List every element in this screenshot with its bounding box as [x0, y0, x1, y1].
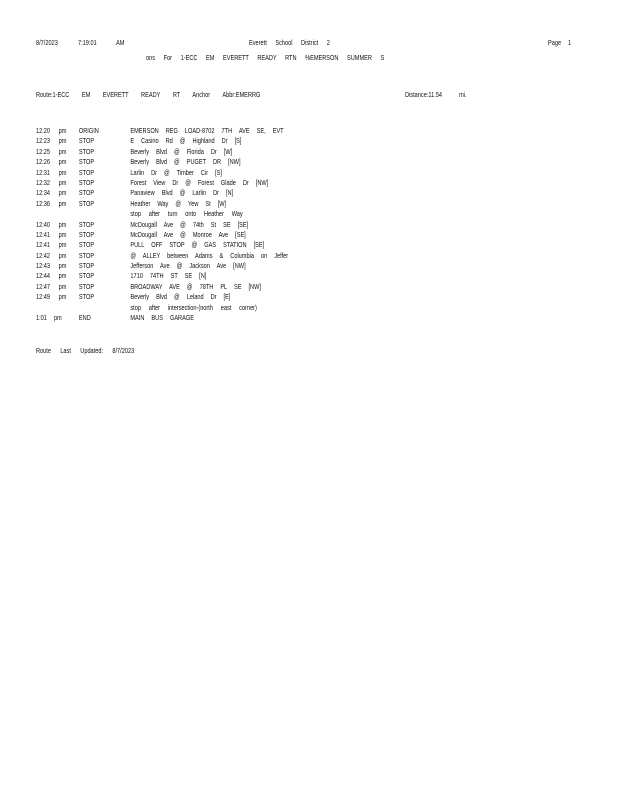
table-row — [36, 157, 473, 167]
stop-ampm: pm — [58, 229, 67, 239]
route-anchor: Anchor — [192, 90, 211, 99]
route-id: Route:1-ECC — [36, 90, 70, 99]
route-abbr: Abbr:EMERRG — [222, 90, 261, 99]
stop-time: 12:42 — [36, 250, 51, 260]
stop-description: stop after turn onto Heather Way — [130, 209, 243, 219]
stop-ampm: pm — [58, 219, 67, 229]
distance-value: Distance:11.54 — [405, 90, 442, 99]
route-info — [36, 90, 271, 99]
table-row — [36, 282, 473, 292]
stop-time: 12:34 — [36, 188, 51, 198]
stop-description: @ ALLEY between Adams & Columbia on Jeffer — [130, 250, 289, 260]
stop-ampm: pm — [58, 281, 67, 291]
stop-time: 12:31 — [36, 167, 51, 177]
stop-type: END — [78, 313, 91, 323]
stop-type: STOP — [78, 188, 95, 198]
table-row — [36, 313, 473, 323]
stop-type: STOP — [78, 229, 95, 239]
stop-type: STOP — [78, 177, 95, 187]
table-row — [36, 199, 473, 209]
table-row — [36, 292, 473, 302]
stop-description: Larlin Dr @ Timber Cir [S] — [130, 167, 222, 177]
report-ampm: AM — [116, 38, 125, 47]
stop-note-row — [36, 303, 473, 313]
report-date: 8/7/2023 — [36, 38, 58, 47]
table-row — [36, 136, 473, 146]
stop-type: STOP — [78, 157, 95, 167]
route-rt: RT — [172, 90, 181, 99]
stop-ampm: pm — [58, 271, 67, 281]
stop-time: 12:47 — [36, 281, 51, 291]
stop-ampm: pm — [58, 261, 67, 271]
stop-time: 1:01 — [36, 313, 47, 323]
stop-ampm: pm — [58, 136, 67, 146]
stop-description: MAIN BUS GARAGE — [130, 313, 194, 323]
table-row — [36, 188, 473, 198]
stop-time: 12:41 — [36, 240, 51, 250]
stop-time: 12:20 — [36, 126, 51, 135]
stop-ampm: pm — [58, 167, 67, 177]
stop-description: 1710 74TH ST SE [N] — [130, 271, 207, 281]
stop-type: STOP — [78, 167, 95, 177]
stop-description: McDougall Ave @ 74th St SE [SE] — [130, 219, 249, 229]
stop-ampm: pm — [58, 292, 67, 302]
stop-note-row — [36, 209, 473, 219]
table-row — [36, 220, 473, 230]
table-row — [36, 251, 473, 261]
stop-description: Panaview Blvd @ Larlin Dr [N] — [130, 188, 234, 198]
stop-time: 12:41 — [36, 229, 51, 239]
route-name-1: EM — [81, 90, 91, 99]
stop-ampm: pm — [58, 240, 67, 250]
table-row — [36, 178, 473, 188]
stop-type: STOP — [78, 261, 95, 271]
stop-time: 12:26 — [36, 157, 51, 167]
table-row — [36, 147, 473, 157]
stops-table — [36, 126, 473, 323]
stop-description: Beverly Blvd @ Florida Dr [W] — [130, 146, 233, 156]
stop-description: EMERSON REG LOAD-8702 7TH AVE SE, EVT — [130, 126, 284, 135]
route-name-2: EVERETT — [102, 90, 129, 99]
stop-time: 12:32 — [36, 177, 51, 187]
report-time: 7:19:01 — [78, 38, 97, 47]
stop-ampm: pm — [58, 126, 67, 135]
route-footer: Route Last Updated: 8/7/2023 — [36, 346, 135, 355]
stop-type: ORIGIN — [78, 126, 99, 135]
stop-type: STOP — [78, 198, 95, 208]
route-status: READY — [141, 90, 161, 99]
stop-ampm: pm — [58, 198, 67, 208]
stop-description: Forest View Dr @ Forest Glade Dr [NW] — [130, 177, 269, 187]
page-number: Page 1 — [548, 38, 572, 47]
stop-description: Beverly Blvd @ Leland Dr [E] — [130, 292, 231, 302]
stop-time: 12:36 — [36, 198, 51, 208]
stop-time: 12:23 — [36, 136, 51, 146]
stop-description: McDougall Ave @ Monroe Ave [SE] — [130, 229, 246, 239]
stop-ampm: pm — [58, 177, 67, 187]
stop-time: 12:25 — [36, 146, 51, 156]
stop-type: STOP — [78, 240, 95, 250]
route-distance — [405, 90, 467, 99]
district-name: Everett School District 2 — [249, 38, 330, 47]
stop-ampm: pm — [58, 146, 67, 156]
stop-time: 12:49 — [36, 292, 51, 302]
stop-description: Jefferson Ave @ Jackson Ave [NW] — [130, 261, 246, 271]
stop-time: 12:43 — [36, 261, 51, 271]
stop-description: Heather Way @ Yew St [W] — [130, 198, 227, 208]
stop-description: BROADWAY AVE @ 78TH PL SE [NW] — [130, 281, 261, 291]
stop-ampm: pm — [58, 188, 67, 198]
stop-type: STOP — [78, 281, 95, 291]
stop-description: E Casino Rd @ Highland Dr [S] — [130, 136, 242, 146]
stop-ampm: pm — [58, 250, 67, 260]
stop-description: stop after intersection-(north east corner) — [130, 302, 257, 312]
table-row — [36, 271, 473, 281]
stop-type: STOP — [78, 271, 95, 281]
table-row — [36, 126, 473, 136]
stop-type: STOP — [78, 219, 95, 229]
report-subtitle: ons For 1-ECC EM EVERETT READY RTN %EMERSON SUMMER S — [146, 53, 385, 62]
stop-description: PULL OFF STOP @ GAS STATION [SE] — [130, 240, 265, 250]
stop-type: STOP — [78, 136, 95, 146]
stop-time: 12:44 — [36, 271, 51, 281]
stop-time: 12:40 — [36, 219, 51, 229]
stop-ampm: pm — [58, 157, 67, 167]
table-row — [36, 261, 473, 271]
stop-type: STOP — [78, 250, 95, 260]
table-row — [36, 168, 473, 178]
stop-type: STOP — [78, 292, 95, 302]
stop-ampm: pm — [53, 313, 62, 323]
table-row — [36, 240, 473, 250]
stop-description: Beverly Blvd @ PUGET DR [NW] — [130, 157, 241, 167]
distance-unit: mi. — [459, 90, 467, 99]
stop-type: STOP — [78, 146, 95, 156]
table-row — [36, 230, 473, 240]
